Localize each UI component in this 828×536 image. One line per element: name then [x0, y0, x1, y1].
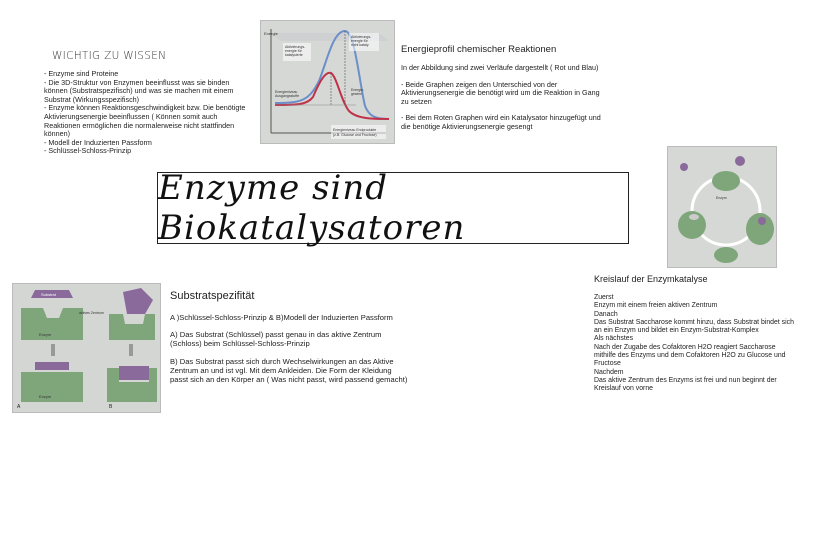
paragraph: In der Abbildung sind zwei Verläufe dargestellt ( Rot und Blau)	[401, 63, 599, 72]
title-box	[157, 168, 629, 248]
substrat-label-a: Substrat	[41, 292, 56, 297]
aktives-zentrum-label: aktives Zentrum	[79, 311, 104, 315]
svg-text:katalysierte: katalysierte	[285, 53, 303, 57]
substrat-heading: Substratspezifität	[170, 290, 255, 302]
start-level-label: Energieniveau	[275, 90, 298, 94]
energy-text	[401, 64, 601, 132]
y-axis-label: Energie	[264, 31, 278, 36]
paragraph: A) Das Substrat (Schlüssel) passt genau in das aktive Zentrum (Schloss) beim Schlüssel-Schloss-Prinzip	[170, 330, 382, 349]
paragraph: B) Das Substrat passt sich durch Wechselwirkungen an das Aktive Zentrum an und ist vgl. Mit dem Ankleiden. Die Form der Kleidung passt sich an den Körper an ( Was nicht passt, wird passend gemacht)	[170, 356, 408, 385]
enzym-label-a: Enzym	[39, 332, 52, 337]
list-item: - Enzyme sind Proteine	[44, 69, 119, 78]
svg-text:(z.B. Glucose und Fructose): (z.B. Glucose und Fructose)	[333, 133, 377, 137]
gain-label: Energie-	[351, 88, 365, 92]
energy-heading: Energieprofil chemischer Reaktionen	[401, 44, 557, 55]
list-item: Nach der Zugabe des Cofaktoren H2O reagiert Saccharose mithilfe des Enzyms und dem Cofaktoren H2O zu Glucose und Fructose	[594, 343, 786, 368]
zyklus-heading: Kreislauf der Enzymkatalyse	[594, 274, 708, 284]
label-b: B	[109, 404, 113, 410]
substrat-text	[170, 313, 410, 384]
substrate-specificity-graphic	[13, 284, 160, 412]
list-item: Das aktive Zentrum des Enzyms ist frei und nun beginnt der Kreislauf von vorne	[594, 376, 777, 393]
enzyme-cycle-graphic	[668, 147, 776, 267]
wichtig-heading: WICHTIG ZU WISSEN	[52, 50, 167, 62]
label-a: A	[17, 404, 21, 410]
end-level-label: Energieniveau Endprodukte	[333, 128, 377, 132]
substrate-specificity-figure	[12, 283, 161, 413]
svg-text:energie für: energie für	[351, 39, 368, 43]
energy-profile-figure	[260, 20, 395, 144]
paragraph: - Bei dem Roten Graphen wird ein Katalysator hinzugefügt und die benötige Aktivierungsenergie gesengt	[401, 113, 601, 131]
zyklus-text	[594, 294, 799, 394]
list-item: Enzym mit einem freien aktiven Zentrum	[594, 302, 718, 310]
list-item: - Schlüssel-Schloss-Prinzip	[44, 146, 132, 156]
list-item: Als nächstes	[594, 335, 634, 343]
energy-profile-graphic	[261, 21, 394, 143]
paragraph: A )Schlüssel-Schloss-Prinzip & B)Modell der Induzierten Passform	[170, 313, 393, 322]
blue-curve-label: Aktivierungs-	[351, 35, 372, 39]
list-item: - Enzyme können Reaktionsgeschwindigkeit bzw. Die benötigte Aktivierungsenergie beeinflussen ( Können somit auch Reaktionen ermöglichen die normalerweise nicht stattfinden können)	[44, 103, 246, 139]
svg-text:energie für: energie für	[285, 49, 302, 53]
svg-text:nicht kataly.: nicht kataly.	[351, 43, 370, 47]
svg-text:Enzym: Enzym	[39, 394, 52, 399]
list-item: Zuerst	[594, 294, 614, 301]
list-item: Danach	[594, 310, 618, 318]
page-title: Enzyme sind Biokatalysatoren	[158, 168, 466, 248]
list-item: - Modell der Induzierten Passform	[44, 137, 152, 147]
wichtig-list	[44, 70, 254, 156]
paragraph: - Beide Graphen zeigen den Unterschied von der Aktivierungsenergie die benötigt wird um die Reaktion in Gang zu setzen	[401, 79, 600, 106]
enzyme-cycle-figure	[667, 146, 777, 268]
svg-text:gewinn: gewinn	[351, 92, 363, 96]
svg-text:Enzym: Enzym	[716, 196, 727, 200]
list-item: Nachdem	[594, 368, 624, 376]
list-item: Das Substrat Saccharose kommt hinzu, dass Substrat bindet sich an ein Enzym und bildet ein Enzym-Substrat-Komplex	[594, 318, 794, 335]
red-curve-label: Aktivierungs-	[285, 45, 306, 49]
svg-text:Ausgangsstoffe: Ausgangsstoffe	[275, 94, 300, 98]
list-item: - Die 3D-Struktur von Enzymen beeinflusst was sie binden können (Substratspezifisch) und was sie machen mit einem Substrat (Wirkungsspezifisch)	[44, 77, 234, 104]
